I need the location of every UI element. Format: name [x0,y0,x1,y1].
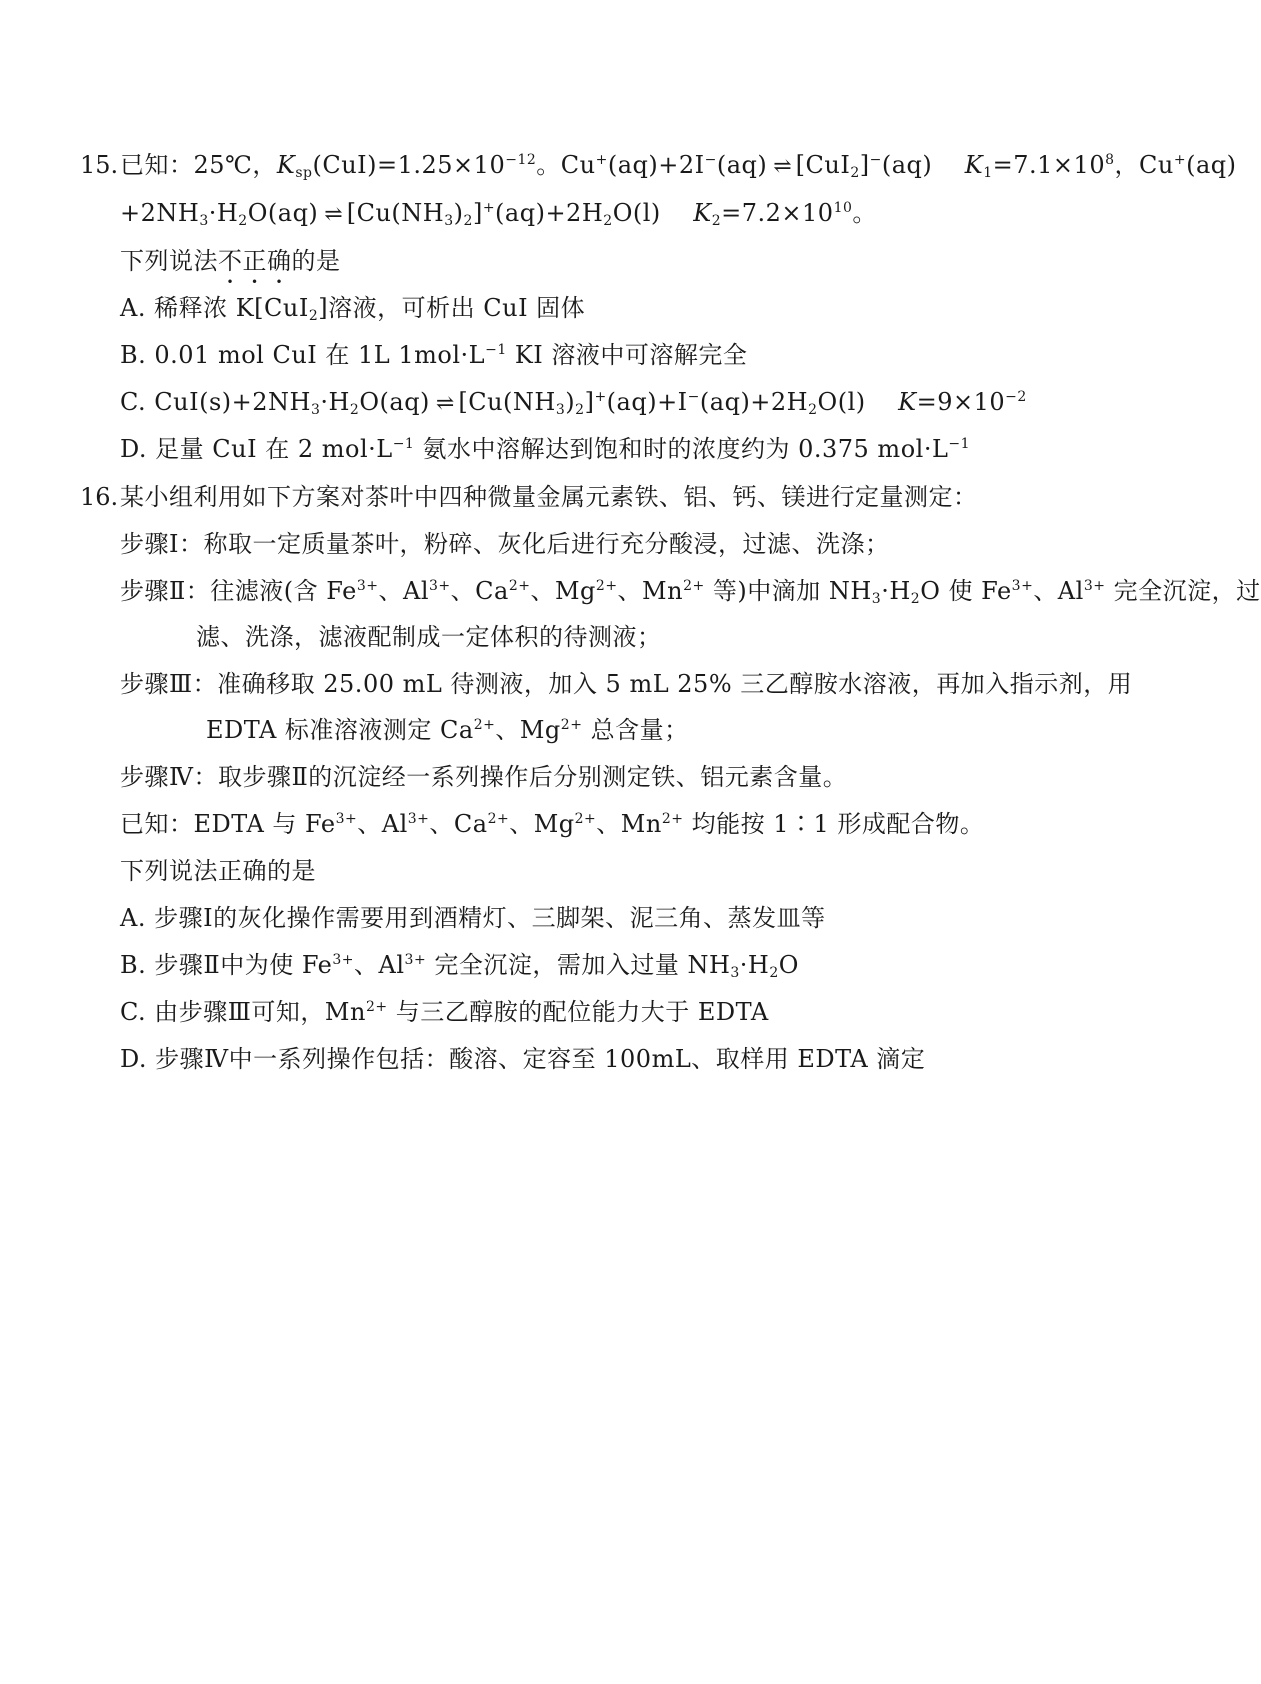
question-16-step-2-line1: 步骤Ⅱ：往滤液(含 $Fe^{3+}$、$Al^{3+}$、$Ca^{2+}$、$Mg^{2+}$、$Mn^{2+}$ 等)中滴加 $NH_3\cdot H_2O$ 使 $Fe^{3+}$、$Al^{3+}$ 完全沉淀，过 [120,577,1261,607]
question-16-option-d[interactable]: D. 步骤Ⅳ中一系列操作包括：酸溶、定容至 100mL、取样用 EDTA 滴定 [120,1045,926,1073]
question-16-prompt: 下列说法正确的是 [120,857,316,885]
question-16-number: 16. [80,483,119,511]
question-16-step-1: 步骤Ⅰ：称取一定质量茶叶，粉碎、灰化后进行充分酸浸，过滤、洗涤； [120,530,890,558]
question-16-known: 已知：EDTA 与 $Fe^{3+}$、$Al^{3+}$、$Ca^{2+}$、$Mg^{2+}$、$Mn^{2+}$ 均能按 1∶1 形成配合物。 [120,810,985,838]
equilibrium-arrow-icon: ⇌ [773,154,790,179]
question-16-stem: 某小组利用如下方案对茶叶中四种微量金属元素铁、铝、钙、镁进行定量测定： [120,483,978,511]
equilibrium-arrow-icon: ⇌ [435,391,453,416]
question-15-prompt: 下列说法不正确的是 [120,247,341,275]
question-15-option-a[interactable]: A. 稀释浓 K[CuI$_2$]溶液，可析出 CuI 固体 [120,294,586,324]
question-15-stem-line1: 已知：25℃，$K_{sp}(CuI)=1.25\times 10^{-12}$。Cu+(aq)+2I−(aq) ⇌ [CuI$_2$]−(aq) $K_1=7.1\times 10^8$，Cu+(aq) [120,148,1236,184]
equilibrium-arrow-icon: ⇌ [324,202,341,227]
question-16-step-2-line2: 滤、洗涤，滤液配制成一定体积的待测液； [196,623,662,651]
question-15-option-b[interactable]: B. 0.01 mol CuI 在 1L $1mol\cdot L^{-1}$ KI 溶液中可溶解完全 [120,341,748,369]
question-16-option-a[interactable]: A. 步骤Ⅰ的灰化操作需要用到酒精灯、三脚架、泥三角、蒸发皿等 [120,904,826,932]
question-16-option-c[interactable]: C. 由步骤Ⅲ可知，$Mn^{2+}$ 与三乙醇胺的配位能力大于 EDTA [120,998,769,1026]
question-16-option-b[interactable]: B. 步骤Ⅱ中为使 $Fe^{3+}$、$Al^{3+}$ 完全沉淀，需加入过量 $NH_3\cdot H_2O$ [120,951,799,981]
question-16-step-4: 步骤Ⅳ：取步骤Ⅱ的沉淀经一系列操作后分别测定铁、铝元素含量。 [120,763,848,791]
question-15-option-d[interactable]: D. 足量 CuI 在 2 $mol\cdot L^{-1}$ 氨水中溶解达到饱和时的浓度约为 0.375 $mol\cdot L^{-1}$ [120,435,971,463]
question-15-stem-line2: $+2NH_3\cdot H_2O(aq)$ ⇌ $[Cu(NH_3)_2]^+(aq)+2H_2O(l)$ $K_2=7.2\times 10^{10}$。 [120,196,877,232]
emphasis-text: 不正确 [218,247,292,275]
question-16-step-3-line2: EDTA 标准溶液测定 $Ca^{2+}$、$Mg^{2+}$ 总含量； [206,716,689,744]
question-16-step-3-line1: 步骤Ⅲ：准确移取 25.00 mL 待测液，加入 5 mL 25% 三乙醇胺水溶液，再加入指示剂，用 [120,670,1133,698]
question-15-number: 15. [80,151,119,179]
question-15-option-c[interactable]: C. $CuI(s)+2NH_3\cdot H_2O(aq)$ ⇌ $[Cu(NH_3)_2]^+(aq)+I^-(aq)+2H_2O(l)$ $K=9\times 10^{-2}$ [120,385,1027,421]
